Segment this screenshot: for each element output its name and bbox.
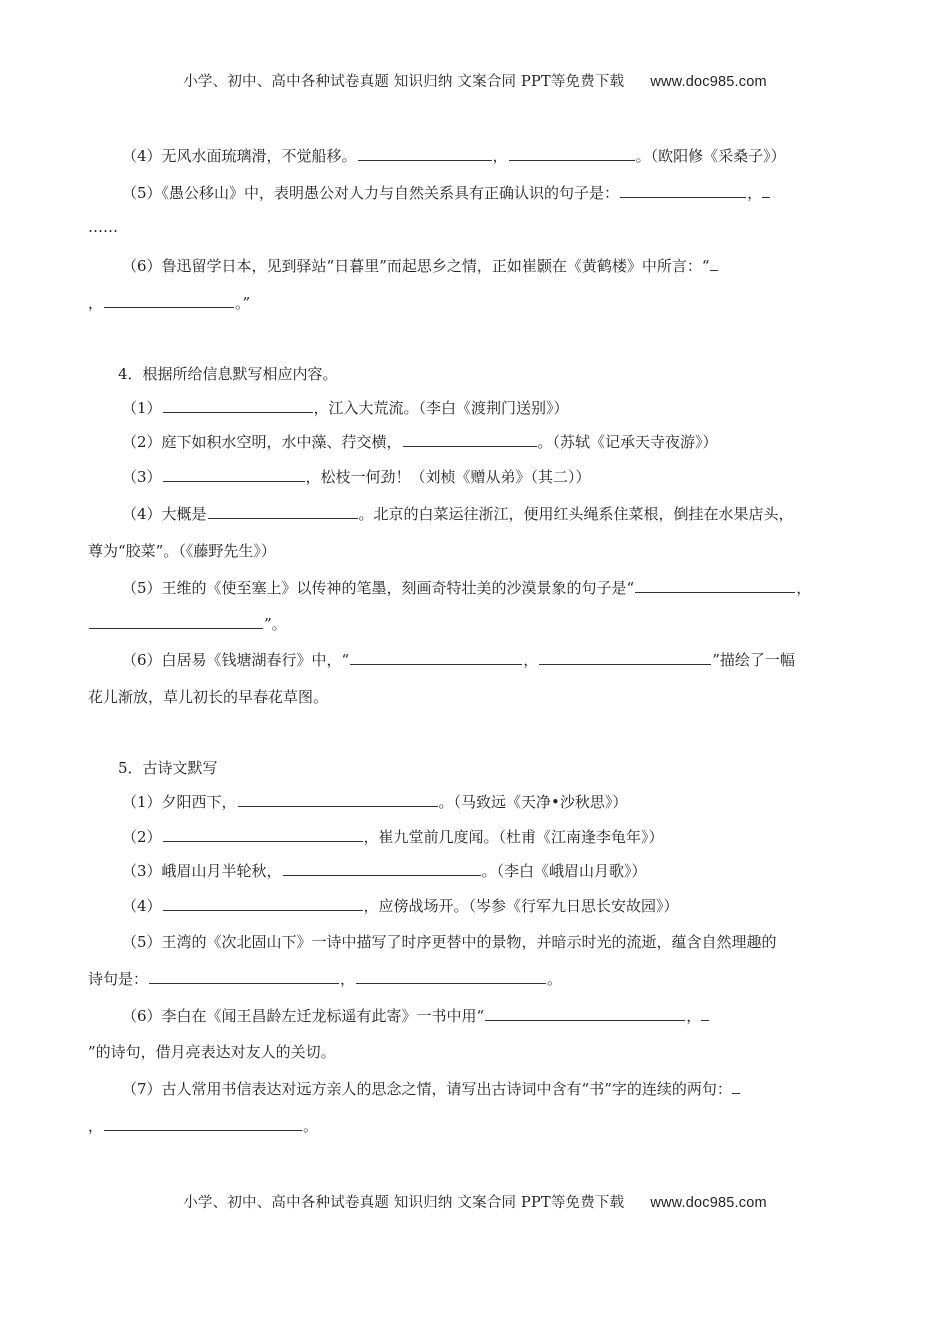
q5-item-5-cont: 诗句是： ， 。 [88, 970, 563, 988]
q5-item-5: （5）王湾的《次北固山下》一诗中描写了时序更替中的景物，并暗示时光的流逝，蕴含自然理趣的 [122, 933, 777, 951]
answer-blank[interactable] [350, 650, 522, 665]
answer-blank[interactable] [701, 1006, 709, 1021]
answer-blank[interactable] [208, 504, 358, 519]
q4-item-2: （2）庭下如积水空明，水中藻、荇交横， 。（苏轼《记承天寺夜游》） [122, 433, 718, 451]
q4-item-4: （4）大概是 。北京的白菜运往浙江，便用红头绳系住菜根，倒挂在水果店头， [122, 505, 794, 523]
answer-blank[interactable] [104, 1116, 302, 1131]
page-footer [0, 1191, 950, 1212]
q3-item-5: （5）《愚公移山》中，表明愚公对人力与自然关系具有正确认识的句子是： ， [122, 183, 770, 203]
q5-item-4: （4） ，应傍战场开。（岑参《行军九日思长安故园》） [122, 897, 679, 915]
answer-blank[interactable] [149, 969, 339, 984]
q3-item-6: （6）鲁迅留学日本，见到驿站“日暮里”而起思乡之情，正如崔颢在《黄鹤楼》中所言：“ [122, 256, 718, 276]
q4-item-6: （6）白居易《钱塘湖春行》中，“ ， ”描绘了一幅 [122, 651, 795, 669]
answer-blank[interactable] [620, 183, 746, 198]
answer-blank[interactable] [485, 1006, 685, 1021]
q5-item-6-cont: ”的诗句，借月亮表达对友人的关切。 [88, 1043, 336, 1061]
q3-item-4: （4）无风水面琉璃滑，不觉船移。 ， 。（欧阳修《采桑子》） [122, 147, 786, 165]
q4-item-4-cont: 尊为“胶菜”。（《藤野先生》） [88, 542, 276, 560]
q5-item-2: （2） ，崔九堂前几度闻。（杜甫《江南逢李龟年》） [122, 828, 664, 846]
q5-item-3: （3）峨眉山月半轮秋， 。（李白《峨眉山月歌》） [122, 862, 647, 880]
q5-item-1: （1）夕阳西下， 。（马致远《天净•沙秋思》） [122, 793, 628, 811]
q4-item-3: （3） ，松枝一何劲！（刘桢《赠从弟》（其二）） [122, 468, 591, 486]
answer-blank[interactable] [732, 1079, 740, 1094]
q5-title: 5．古诗文默写 [118, 759, 218, 777]
page-header [0, 70, 950, 91]
answer-blank[interactable] [163, 467, 305, 482]
answer-blank[interactable] [635, 578, 795, 593]
q4-item-5-cont: ”。 [88, 614, 287, 634]
footer-text: 小学、初中、高中各种试卷真题 知识归纳 文案合同 PPT等免费下载 [183, 1195, 625, 1211]
footer-site: www.doc985.com [650, 1195, 767, 1211]
answer-blank[interactable] [539, 650, 711, 665]
q4-item-5: （5）王维的《使至塞上》以传神的笔墨，刻画奇特壮美的沙漠景象的句子是“ ， [122, 579, 812, 597]
answer-blank[interactable] [762, 183, 770, 198]
answer-blank[interactable] [283, 861, 481, 876]
q3-item-5-cont: …… [88, 218, 118, 236]
q4-item-6-cont: 花儿渐放，草儿初长的早春花草图。 [88, 688, 329, 706]
header-text: 小学、初中、高中各种试卷真题 知识归纳 文案合同 PPT等免费下载 [183, 74, 625, 90]
answer-blank[interactable] [403, 432, 537, 447]
answer-blank[interactable] [710, 256, 718, 271]
answer-blank[interactable] [238, 792, 438, 807]
answer-blank[interactable] [163, 896, 363, 911]
q4-title: 4．根据所给信息默写相应内容。 [118, 365, 338, 383]
answer-blank[interactable] [89, 614, 263, 629]
header-site: www.doc985.com [650, 74, 767, 90]
q5-item-6: （6）李白在《闻王昌龄左迁龙标遥有此寄》一书中用“ ， [122, 1006, 709, 1026]
answer-blank[interactable] [163, 398, 313, 413]
answer-blank[interactable] [509, 146, 635, 161]
answer-blank[interactable] [104, 293, 234, 308]
answer-blank[interactable] [163, 827, 363, 842]
answer-blank[interactable] [356, 969, 546, 984]
q5-item-7-cont: ， 。 [88, 1117, 319, 1135]
q3-item-6-cont: ， 。” [88, 294, 251, 312]
q4-item-1: （1） ，江入大荒流。（李白《渡荆门送别》） [122, 399, 569, 417]
answer-blank[interactable] [358, 146, 492, 161]
q5-item-7: （7）古人常用书信表达对远方亲人的思念之情，请写出古诗词中含有“书”字的连续的两句： [122, 1079, 740, 1099]
